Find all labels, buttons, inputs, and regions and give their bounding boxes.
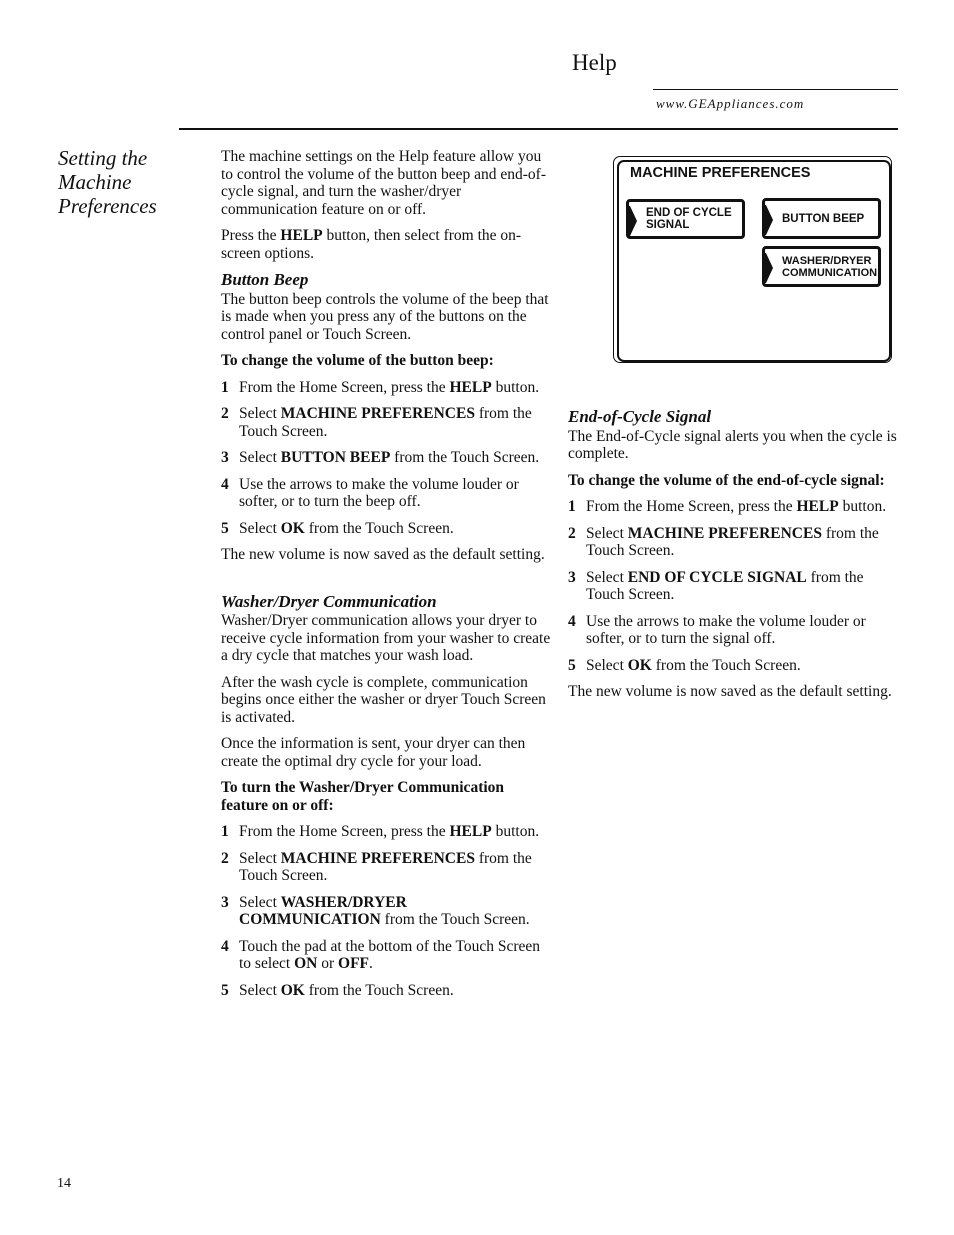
step-number: 2 (568, 524, 576, 542)
section-title: Setting the Machine Preferences (58, 146, 157, 218)
step-number: 5 (221, 981, 229, 999)
step-text: Select MACHINE PREFERENCES from the Touch Screen. (239, 849, 532, 884)
arrow-icon (763, 205, 773, 235)
instruction-step (568, 613, 898, 648)
step-number: 3 (568, 568, 576, 586)
washer-dryer-paragraph-3: Once the information is sent, your dryer can then create the optimal dry cycle for your load. (221, 735, 526, 770)
step-text: Select WASHER/DRYER COMMUNICATION from the Touch Screen. (239, 893, 530, 928)
instruction-step (568, 657, 898, 675)
header-divider-short (653, 89, 898, 90)
step-text: Use the arrows to make the volume louder or softer, or to turn the beep off. (239, 475, 519, 510)
instruction-step (221, 379, 551, 397)
instruction-step (221, 405, 551, 440)
instruction-step (221, 982, 551, 1000)
washer-dryer-paragraph-1: Washer/Dryer communication allows your dryer to receive cycle information from your washer to create a dry cycle that matches your wash load. (221, 612, 551, 664)
end-of-cycle-description: The End-of-Cycle signal alerts you when the cycle is complete. (568, 427, 897, 462)
end-of-cycle-heading: End-of-Cycle Signal (568, 407, 712, 426)
button-beep-description: The button beep controls the volume of the beep that is made when you press any of the buttons on the control panel or Touch Screen. (221, 290, 549, 343)
step-number: 2 (221, 849, 229, 867)
button-beep-heading: Button Beep (221, 270, 309, 289)
main-column (221, 148, 551, 1008)
button-beep-button[interactable] (762, 198, 881, 239)
step-text: From the Home Screen, press the HELP button. (586, 498, 887, 515)
page-header-title: Help (572, 50, 617, 75)
step-number: 3 (221, 893, 229, 911)
instruction-step (221, 938, 551, 973)
button-beep-lead: To change the volume of the button beep: (221, 352, 494, 369)
intro-help-paragraph: Press the HELP button, then select from the on-screen options. (221, 227, 522, 262)
step-text: From the Home Screen, press the HELP button. (239, 823, 540, 840)
step-text: Touch the pad at the bottom of the Touch Screen to select ON or OFF. (239, 937, 541, 972)
arrow-icon (627, 206, 637, 236)
step-text: Select BUTTON BEEP from the Touch Screen. (239, 449, 540, 466)
step-text: Select OK from the Touch Screen. (239, 519, 454, 537)
header-divider-long (179, 128, 898, 130)
instruction-step (568, 569, 898, 604)
washer-dryer-heading: Washer/Dryer Communication (221, 591, 437, 611)
instruction-step (221, 850, 551, 885)
intro-paragraph: The machine settings on the Help feature allow you to control the volume of the button beep and end-of-cycle signal, and turn the washer/dryer communication feature on or off. (221, 148, 546, 218)
washer-dryer-communication-button[interactable] (762, 246, 881, 287)
instruction-step (221, 823, 551, 841)
step-text: Select OK from the Touch Screen. (239, 981, 454, 999)
end-of-cycle-closing: The new volume is now saved as the default setting. (568, 683, 892, 700)
end-of-cycle-signal-button[interactable] (626, 199, 745, 239)
button-beep-closing: The new volume is now saved as the default setting. (221, 546, 545, 563)
washer-dryer-communication-label: WASHER/DRYER COMMUNICATION (782, 254, 878, 279)
instruction-step (221, 894, 551, 929)
arrow-icon (763, 253, 773, 283)
step-number: 1 (221, 823, 229, 840)
step-number: 5 (221, 519, 229, 537)
step-text: Select MACHINE PREFERENCES from the Touch Screen. (239, 405, 532, 440)
instruction-step (221, 520, 551, 538)
instruction-step (221, 476, 551, 511)
washer-dryer-paragraph-2: After the wash cycle is complete, communication begins once either the washer or dryer Touch Screen is activated. (221, 673, 546, 726)
step-number: 4 (221, 937, 229, 955)
screen-title: MACHINE PREFERENCES (630, 165, 811, 181)
step-number: 4 (221, 475, 229, 493)
washer-dryer-steps (221, 823, 551, 999)
step-number: 4 (568, 612, 576, 630)
end-of-cycle-steps (568, 498, 898, 674)
page-number: 14 (57, 1176, 71, 1191)
instruction-step (221, 449, 551, 467)
button-beep-steps (221, 379, 551, 538)
instruction-step (568, 525, 898, 560)
instruction-step (568, 498, 898, 516)
step-number: 3 (221, 449, 229, 466)
step-number: 2 (221, 405, 229, 422)
step-number: 1 (221, 378, 229, 396)
step-number: 5 (568, 656, 576, 674)
step-text: Select MACHINE PREFERENCES from the Touch Screen. (586, 524, 879, 559)
step-text: Use the arrows to make the volume louder or softer, or to turn the signal off. (586, 612, 866, 647)
end-of-cycle-lead: To change the volume of the end-of-cycle signal: (568, 471, 885, 489)
step-text: Select OK from the Touch Screen. (586, 656, 801, 674)
step-text: Select END OF CYCLE SIGNAL from the Touch Screen. (586, 568, 864, 603)
button-beep-label: BUTTON BEEP (782, 212, 865, 225)
washer-dryer-lead: To turn the Washer/Dryer Communication feature on or off: (221, 779, 505, 814)
step-number: 1 (568, 498, 576, 515)
right-column (568, 408, 898, 710)
website-url: www.GEAppliances.com (656, 96, 805, 111)
step-text: From the Home Screen, press the HELP button. (239, 378, 540, 396)
end-of-cycle-signal-label: END OF CYCLE SIGNAL (646, 207, 732, 231)
